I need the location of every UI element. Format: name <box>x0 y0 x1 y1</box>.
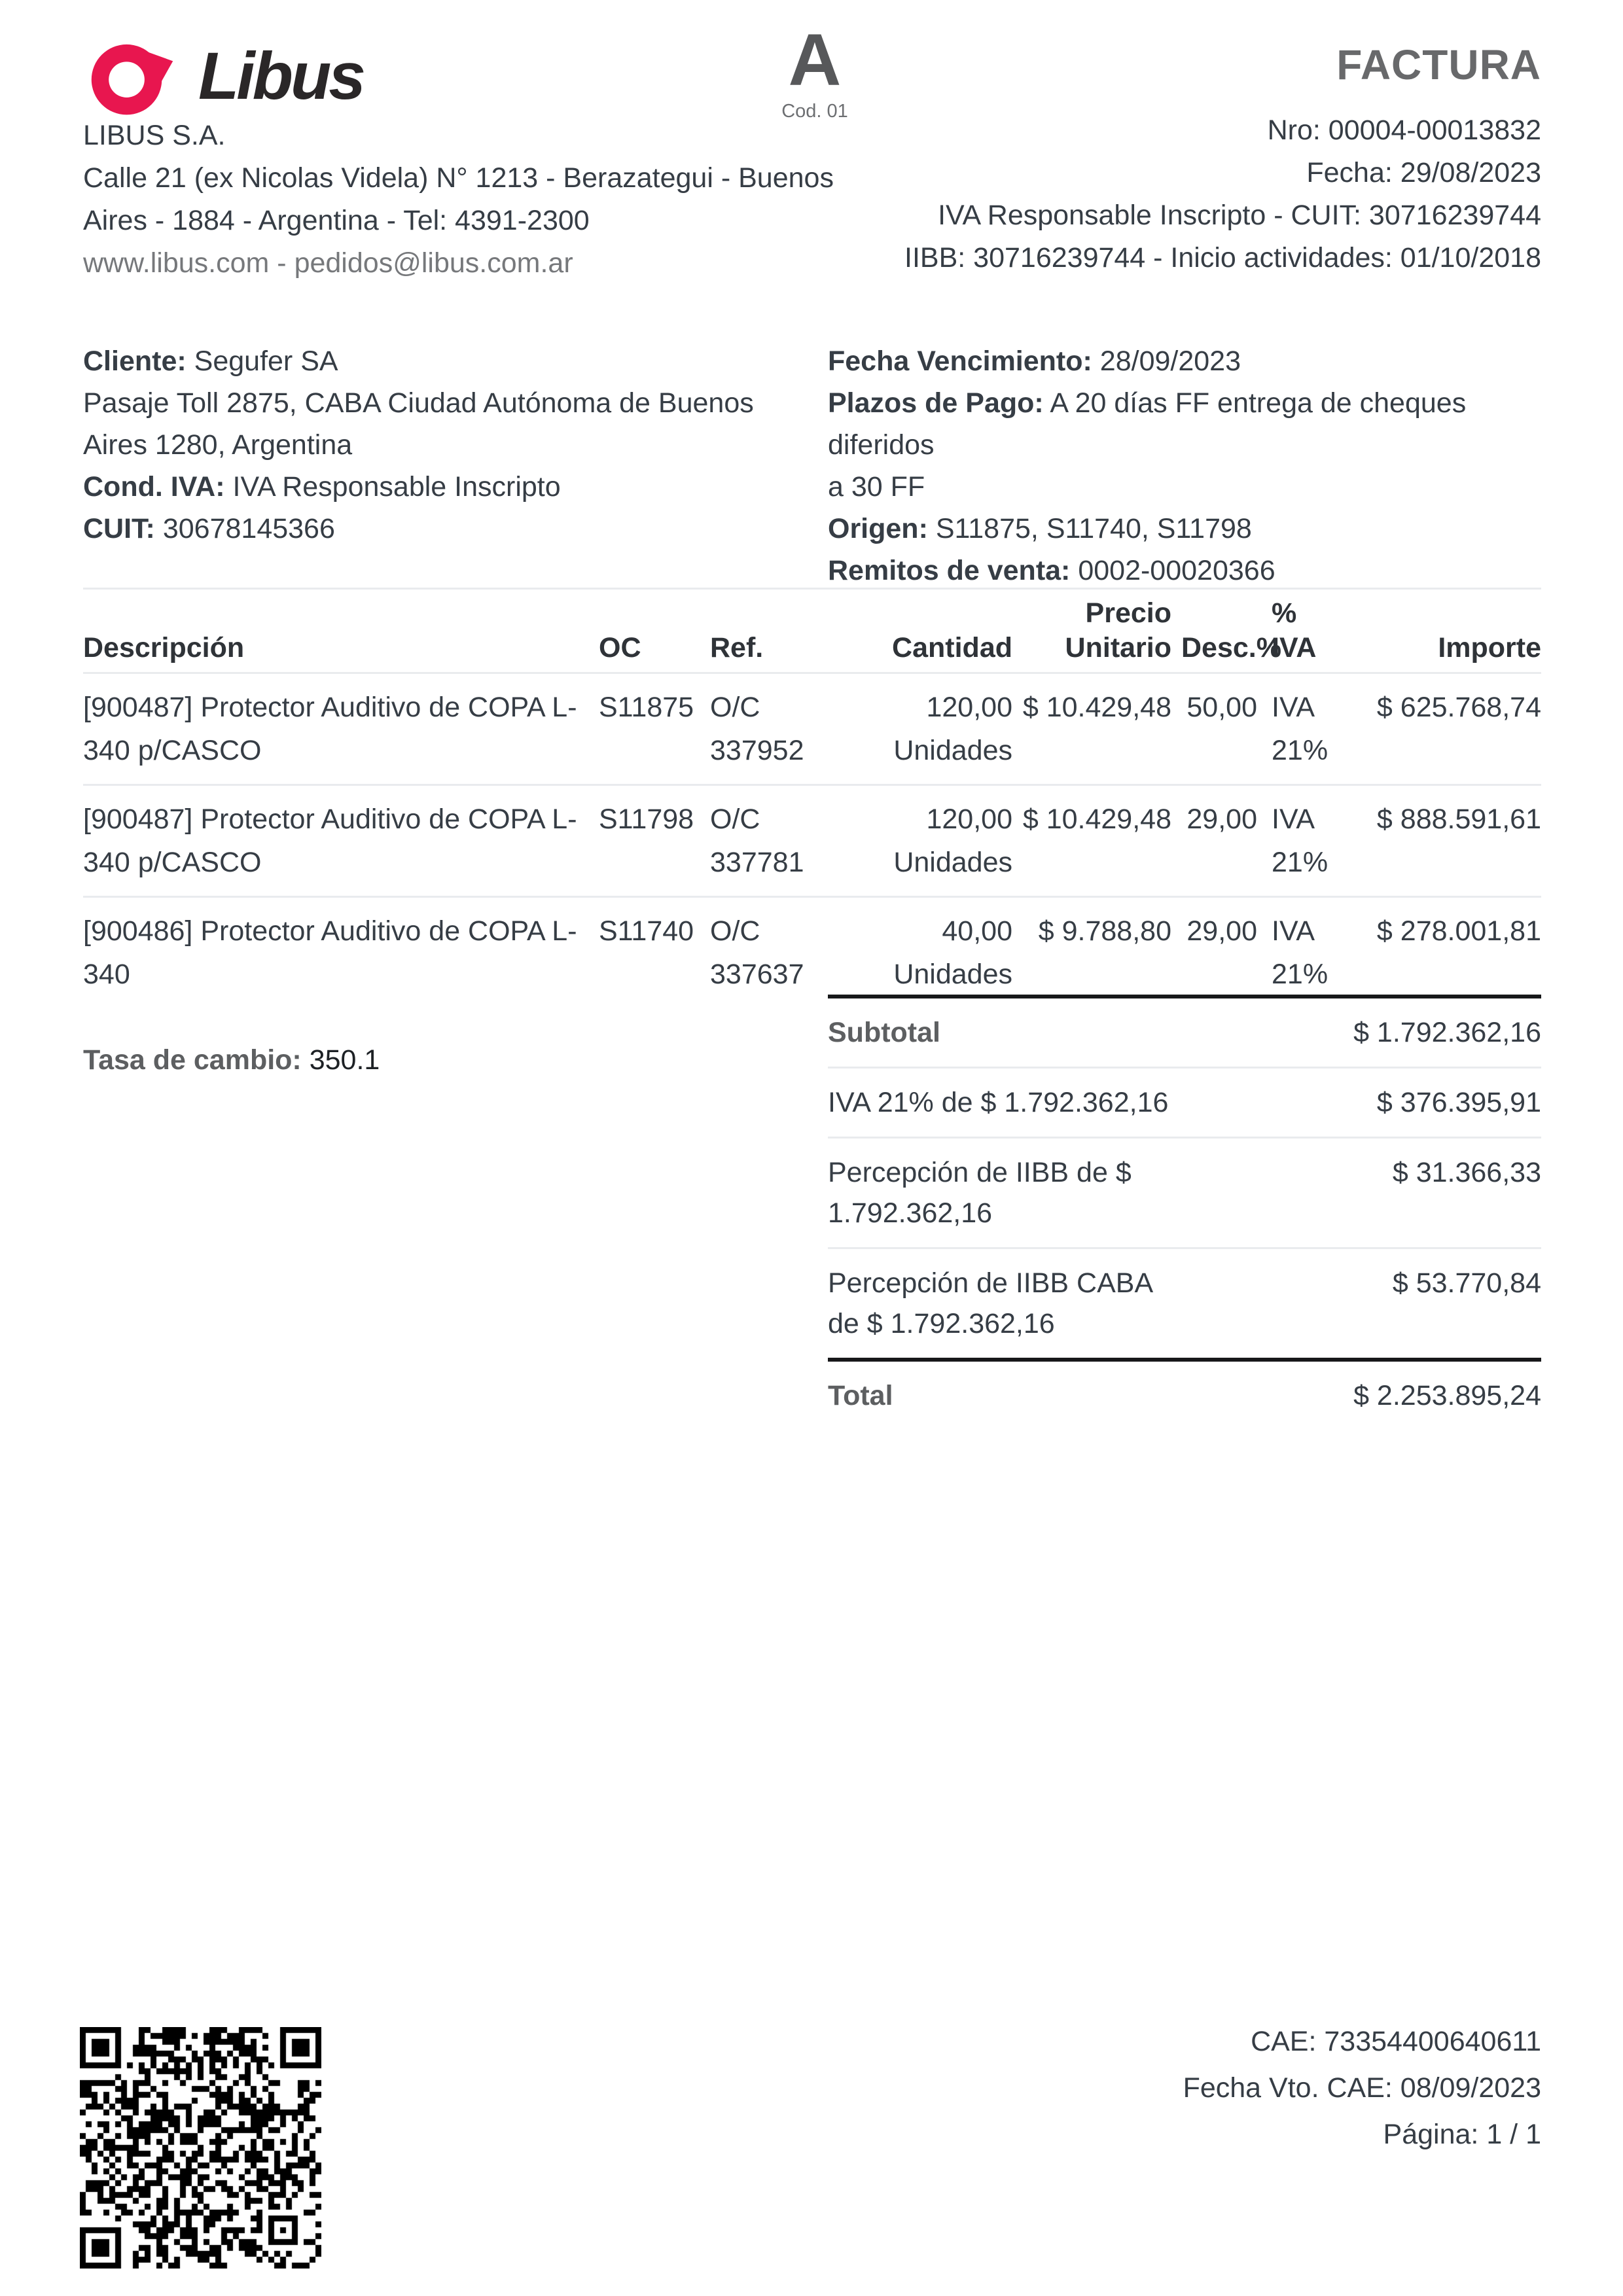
total-row <box>828 1358 1541 1430</box>
invoice-date: Fecha: 29/08/2023 <box>1306 157 1541 188</box>
due-date-value: 28/09/2023 <box>1099 345 1241 377</box>
payment-terms-line-2: a 30 FF <box>828 471 925 503</box>
client-address-line-2: Aires 1280, Argentina <box>83 429 353 461</box>
item-amount: $ 625.768,74 <box>1376 692 1541 723</box>
origin-value: S11875, S11740, S11798 <box>935 513 1252 544</box>
item-unit-price: $ 10.429,48 <box>1022 692 1171 723</box>
invoice-number: Nro: 00004-00013832 <box>1267 115 1541 146</box>
total-value: $ 2.253.895,24 <box>1353 1380 1541 1411</box>
item-iva: IVA <box>1272 804 1315 835</box>
client-address-line-1: Pasaje Toll 2875, CABA Ciudad Autónoma de Buenos <box>83 387 754 419</box>
item-unit-price: $ 10.429,48 <box>1022 804 1171 835</box>
footer-meta <box>1183 2019 1541 2158</box>
client-iva-value: IVA Responsable Inscripto <box>232 471 561 503</box>
item-ref: O/C <box>710 915 760 947</box>
iibb-caba-value: $ 53.770,84 <box>1392 1267 1541 1299</box>
company-iva-cuit: IVA Responsable Inscripto - CUIT: 30716239744 <box>938 200 1541 231</box>
item-quantity: 120,00 <box>926 692 1012 723</box>
items-table-header <box>83 588 1541 674</box>
header-desc-pct: Desc.% <box>1181 632 1281 663</box>
item-iva: IVA <box>1272 915 1315 947</box>
cae-due-date: Fecha Vto. CAE: 08/09/2023 <box>1183 2072 1541 2104</box>
item-unit-price: $ 9.788,80 <box>1038 915 1171 947</box>
header-importe: Importe <box>1438 632 1541 663</box>
item-description: [900487] Protector Auditivo de COPA L- <box>83 804 577 835</box>
subtotal-value: $ 1.792.362,16 <box>1353 1017 1541 1048</box>
iva-row <box>828 1067 1541 1137</box>
payment-terms-label: Plazos de Pago: <box>828 387 1044 419</box>
item-oc: S11798 <box>599 804 694 835</box>
company-iibb-inicio: IIBB: 30716239744 - Inicio actividades: 01/10/2018 <box>904 242 1541 274</box>
exchange-rate-label: Tasa de cambio: <box>83 1044 302 1076</box>
subtotal-label: Subtotal <box>828 1017 940 1048</box>
header-descripcion: Descripción <box>83 632 245 663</box>
item-discount: 50,00 <box>1186 692 1257 723</box>
subtotal-row <box>828 995 1541 1067</box>
libus-logo-icon <box>83 33 181 122</box>
table-row: [900486] Protector Auditivo de COPA L- 340 S11740 O/C 337637 40,00 Unidades $ 9.788,80 29,00 IVA 21% $ 278.001,81 <box>83 896 1541 1008</box>
header-oc: OC <box>599 632 641 663</box>
company-address-line-1: Calle 21 (ex Nicolas Videla) N° 1213 - Berazategui - Buenos <box>83 162 834 194</box>
item-description: [900486] Protector Auditivo de COPA L- <box>83 915 577 947</box>
table-row: [900487] Protector Auditivo de COPA L- 340 p/CASCO S11875 O/C 337952 120,00 Unidades $ 10.429,48 50,00 IVA 21% $ 625.768,74 <box>83 674 1541 784</box>
exchange-rate-value: 350.1 <box>309 1044 380 1076</box>
payment-terms-line-1: A 20 días FF entrega de cheques diferidos <box>828 387 1467 461</box>
item-discount: 29,00 <box>1186 804 1257 835</box>
iibb-caba-row <box>828 1247 1541 1358</box>
company-logo <box>83 33 363 122</box>
page-number: Página: 1 / 1 <box>1383 2119 1541 2150</box>
payment-terms <box>828 340 1544 592</box>
header-pct: % <box>1272 597 1297 629</box>
origin-label: Origen: <box>828 513 928 544</box>
item-ref: O/C <box>710 692 760 723</box>
header-unitario: Unitario <box>1065 632 1171 663</box>
table-row: [900487] Protector Auditivo de COPA L- 340 p/CASCO S11798 O/C 337781 120,00 Unidades $ 10.429,48 29,00 IVA 21% $ 888.591,61 <box>83 784 1541 896</box>
client-cuit-label: CUIT: <box>83 513 155 544</box>
remito-value: 0002-00020366 <box>1078 555 1275 586</box>
invoice-type-code: Cod. 01 <box>781 101 848 122</box>
exchange-rate <box>83 1044 380 1076</box>
iibb-row <box>828 1137 1541 1247</box>
item-amount: $ 278.001,81 <box>1376 915 1541 947</box>
iibb-label: Percepción de IIBB de $ 1.792.362,16 <box>828 1157 1132 1229</box>
client-iva-label: Cond. IVA: <box>83 471 225 503</box>
company-name: LIBUS S.A. <box>83 120 226 151</box>
item-ref: O/C <box>710 804 760 835</box>
client-info <box>83 340 790 550</box>
invoice-meta <box>904 109 1541 279</box>
item-description: [900487] Protector Auditivo de COPA L- <box>83 692 577 723</box>
client-label: Cliente: <box>83 345 187 377</box>
item-oc: S11740 <box>599 915 694 947</box>
client-cuit-value: 30678145366 <box>162 513 335 544</box>
item-amount: $ 888.591,61 <box>1376 804 1541 835</box>
totals-table <box>828 995 1541 1430</box>
company-web-email: www.libus.com - pedidos@libus.com.ar <box>83 247 573 279</box>
invoice-type-letter: A <box>788 19 842 101</box>
due-date-label: Fecha Vencimiento: <box>828 345 1092 377</box>
iva-value: $ 376.395,91 <box>1376 1087 1541 1118</box>
iva-label: IVA 21% de $ 1.792.362,16 <box>828 1087 1169 1118</box>
invoice-type-box <box>753 19 877 122</box>
logo-wordmark: Libus <box>198 38 363 113</box>
iibb-caba-label: Percepción de IIBB CABA de $ 1.792.362,16 <box>828 1267 1154 1339</box>
remito-label: Remitos de venta: <box>828 555 1071 586</box>
item-quantity: 40,00 <box>942 915 1012 947</box>
items-table <box>83 588 1541 1008</box>
item-iva: IVA <box>1272 692 1315 723</box>
header-cantidad: Cantidad <box>892 632 1012 663</box>
item-discount: 29,00 <box>1186 915 1257 947</box>
total-label: Total <box>828 1380 893 1411</box>
cae-number: CAE: 73354400640611 <box>1251 2026 1541 2057</box>
item-quantity: 120,00 <box>926 804 1012 835</box>
company-info <box>83 115 834 285</box>
page-title: FACTURA <box>1336 41 1541 88</box>
client-name: Segufer SA <box>194 345 338 377</box>
iibb-value: $ 31.366,33 <box>1392 1157 1541 1188</box>
item-oc: S11875 <box>599 692 694 723</box>
company-address-line-2: Aires - 1884 - Argentina - Tel: 4391-2300 <box>83 205 590 236</box>
header-ref: Ref. <box>710 632 764 663</box>
header-precio: Precio <box>1085 597 1171 629</box>
qr-code <box>80 2027 321 2269</box>
header-iva: IVA <box>1272 632 1317 663</box>
